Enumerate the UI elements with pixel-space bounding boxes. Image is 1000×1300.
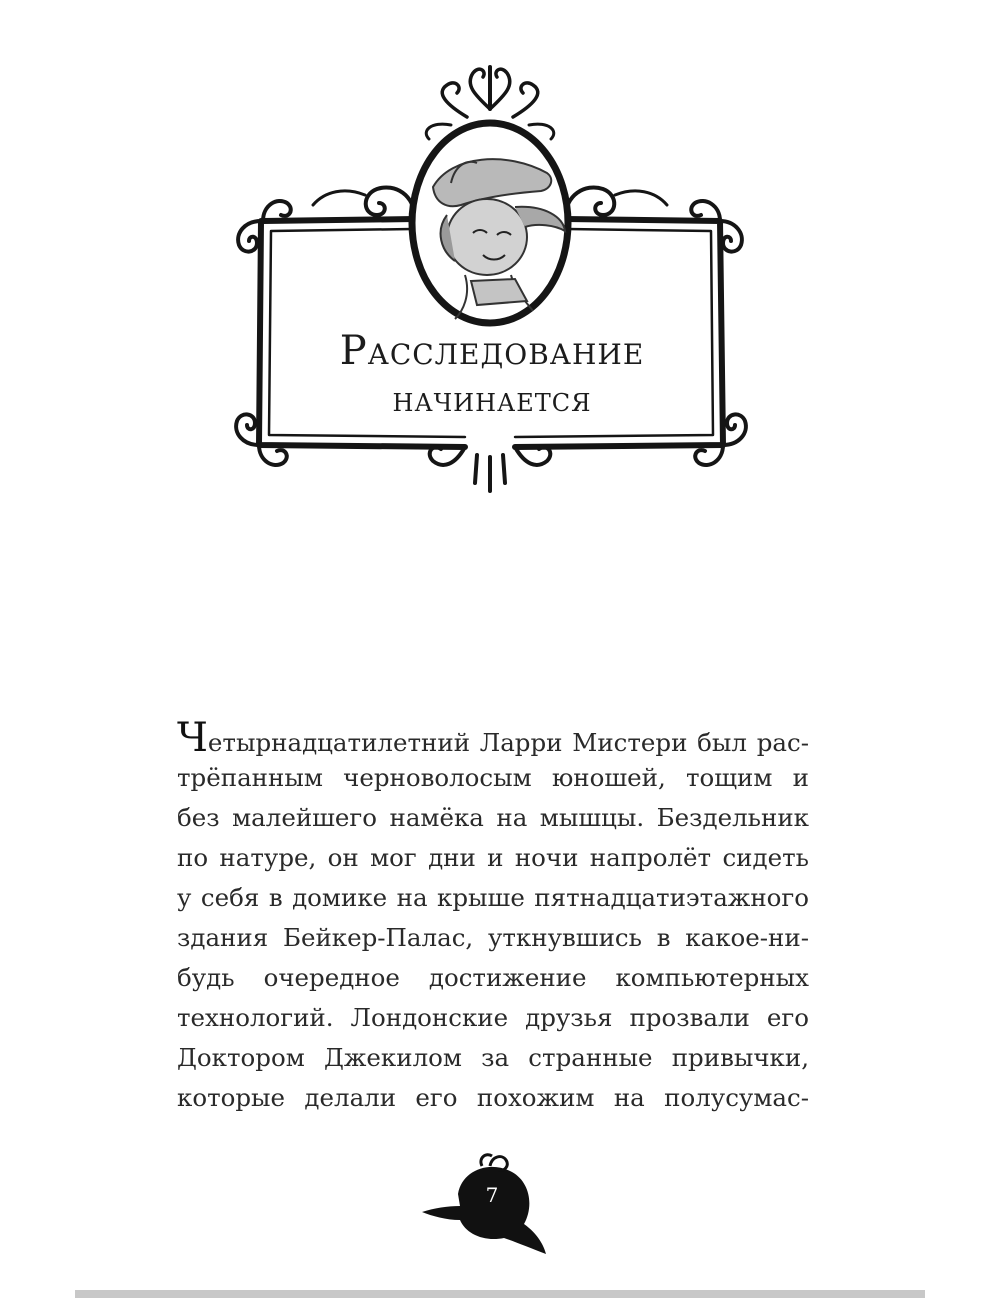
- chapter-title-line-2: начинается: [392, 380, 592, 420]
- text-line: без малейшего намёка на мышцы. Бездельник: [177, 803, 809, 832]
- text-line: у себя в домике на крыше пятнадцатиэтажного: [177, 883, 809, 912]
- text-line-content: етырнадцатилетний Ларри Мистери был рас-: [207, 728, 809, 757]
- chapter-title: [262, 325, 722, 423]
- text-line: Доктором Джекилом за странные привычки,: [177, 1043, 809, 1072]
- page-number: 7: [485, 1183, 499, 1207]
- text-line: которые делали его похожим на полусумас-: [177, 1083, 809, 1112]
- text-line: по натуре, он мог дни и ночи напролёт сидеть: [177, 843, 809, 872]
- drop-cap: Ч: [177, 718, 208, 758]
- text-line: будь очередное достижение компьютерных: [177, 963, 809, 992]
- text-line: технологий. Лондонские друзья прозвали его: [177, 1003, 809, 1032]
- bottom-divider: [75, 1290, 925, 1298]
- text-line: здания Бейкер-Палас, уткнувшись в какое-ни-: [177, 923, 809, 952]
- chapter-title-line-1: Расследование: [339, 328, 645, 374]
- ornamental-frame-icon: [215, 55, 765, 505]
- body-paragraph: [177, 718, 809, 1118]
- text-line: [177, 718, 809, 758]
- text-line: трёпанным черноволосым юношей, тощим и: [177, 763, 809, 792]
